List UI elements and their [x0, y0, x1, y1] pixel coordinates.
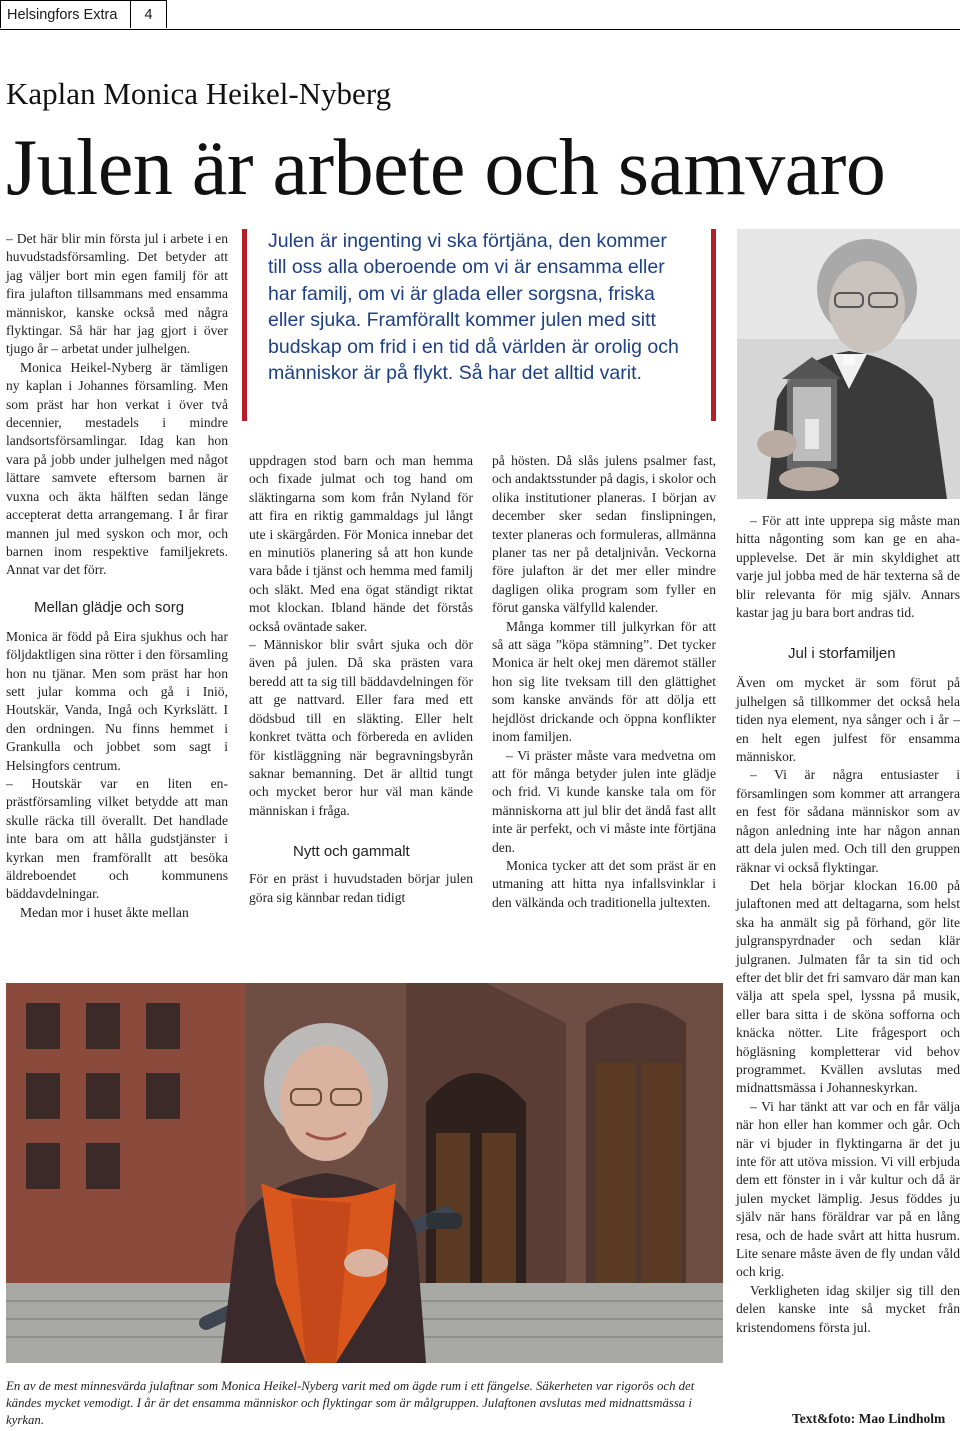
paragraph: – Vi är några entusiaster i församlingen som kommer att arrangera en fest för sådana människor som av någon anledning inte har någon annan att dela julen med. Och till den gruppen räknar vi också flyktingar.: [736, 767, 960, 875]
article-headline: Julen är arbete och samvaro: [6, 124, 886, 212]
paragraph: Även om mycket är som förut på julhelgen så tillkommer det också hela tiden nya element, nya sånger och i år – en helt egen julfest för ensamma människor.: [736, 675, 960, 765]
publication-name: Helsingfors Extra: [0, 0, 131, 28]
text-column-1: [6, 230, 228, 922]
portrait-photo: [737, 229, 960, 499]
paragraph: Monica Heikel-Nyberg är tämligen ny kaplan i Johannes församling. Men som präst har hon verkat i över två decennier, mestadels i mindre landsortsförsamlingar. Idag kan hon vara på jobb under julhelgen med något lättare samvete eftersom barnen är vuxna och äkta hälften sedan länge accepterat detta arrangemang. I år firar mannen jul med syskon och mor, och barnen inom respektive familjekrets. Annat var det förr.: [6, 359, 228, 578]
church-photo: [6, 983, 723, 1363]
paragraph: Många kommer till julkyrkan för att så att säga ”köpa stämning”. Det tycker Monica är helt okej men däremot ställer hon sig lite tveksam till den glättighet som kanske används för att dölja ett hejdlöst drickande och öppna konflikter inom familjen.: [492, 618, 716, 745]
page-number: 4: [131, 0, 167, 28]
paragraph: – Houtskär var en liten en-prästförsamling vilket betydde att man skulle räcka till överallt. Det handlade inte bara om att hålla gudstjänster i kyrkan men framförallt att besöka äldreboendet och kommunens bäddavdelningar.: [6, 775, 228, 902]
text-column-3: [492, 452, 716, 912]
photo-caption: En av de mest minnesvärda julaftnar som Monica Heikel-Nyberg varit med om ägde rum i ett fängelse. Säkerheten var rigorös och det kändes mycket vemodigt. I år är det ensamma människor och flyktingar som är målgruppen. Julaftonen avslutas med midnattsmässa i kyrkan.: [6, 1379, 695, 1427]
quote-bar-left: [242, 229, 247, 421]
subheading: Mellan glädje och sorg: [34, 598, 185, 616]
paragraph: Monica är född på Eira sjukhus och har följdaktligen sina rötter i den församling hon nu tjänar. Men som präst har hon sett jular komma och gå i Iniö, Houtskär, Vanda, Ingå och Kyrkslätt. I den ordningen. Nu finns hemmet i Grankulla och jobbet som sagt i Helsingfors centrum.: [6, 628, 228, 773]
paragraph: För en präst i huvudstaden börjar julen göra sig kännbar redan tidigt: [249, 871, 473, 905]
subheading: Jul i storfamiljen: [788, 645, 896, 663]
paragraph: – Vi präster måste vara medvetna om att för många betyder julen inte glädje och frid. Vi kunde kanske tala om för människorna att jul blir det ändå fast allt inte är perfekt, och vi måste inte förtjäna den.: [492, 747, 716, 855]
paragraph: Medan mor i huset åkte mellan: [20, 904, 189, 920]
pull-quote: Julen är ingenting vi ska förtjäna, den kommer till oss alla oberoende om vi är ensamma eller har familj, om vi är glada eller sorgsna, friska eller sjuka. Framförallt kommer julen med sitt budskap om frid i en tid då världen är orolig och människor är på flykt. Så har det alltid varit.: [268, 230, 679, 385]
text-column-2: [249, 452, 473, 907]
paragraph: – Människor blir svårt sjuka och dör även på julen. Då ska prästen vara beredd att ta sig till bäddavdelningen för att ge nattvard. Eller fara med ett dödsbud till en släkting. Eller helt konkret tvätta och förbereda en avliden för kistläggning när begravningsbyrån saknar bemanning. Det är alltid tungt och mycket beror hur väl man kände människan i fråga.: [249, 637, 473, 818]
article-kicker: Kaplan Monica Heikel-Nyberg: [6, 76, 392, 111]
paragraph: Det hela börjar klockan 16.00 på julaftonen med att deltagarna, som helst ska ha anmält sig på förhand, gör lite julgranspyrdnader och sedan klär julgranen. Julmaten får ta sin tid och efter det blir det fri samvaro där man kan välja att spela spel, lyssna på musik, eller bara sitta i de sköna sofforna och knäcka nötter. Lite frågesport och högläsning kompletterar vid behov programmet. Kvällen avslutas med midnattsmässa i Johanneskyrkan.: [736, 877, 960, 1096]
text-column-4: [736, 512, 960, 1337]
paragraph: Verkligheten idag skiljer sig till den delen kanske inte så mycket från kristendomens första jul.: [736, 1282, 960, 1335]
paragraph: – Det här blir min första jul i arbete i en huvudstadsförsamling. Det betyder att jag väljer bort min egen familj för att fira julafton tillsammans med ensamma människor, kanske också med några flyktingar. Så här har jag gjort i över tjugo år – arbetat under julhelgen.: [6, 231, 228, 357]
header-rule: [0, 29, 960, 30]
byline-credit: Text&foto: Mao Lindholm: [792, 1411, 946, 1426]
paragraph: Monica tycker att det som präst är en utmaning att hitta nya infallsvinklar i den välkända och traditionella jultexten.: [492, 857, 716, 910]
paragraph: på hösten. Då slås julens psalmer fast, och andaktsstunder på dagis, i skolor och olika institutioner planeras. I början av december sker sedan finslipningen, texter planeras och formuleras, allmänna planer tas ner på detaljnivån. Veckorna före julafton är det mer eller mindre dagligen olika program som fyller en förut ganska välfylld kalender.: [492, 453, 716, 616]
paragraph: uppdragen stod barn och man hemma och fixade julmat och tog hand om släktingarna som kom från Nyland för att fira en riktig gammaldags jul långt ute i skärgården. För Monica innebar det en minutiös planering så att hon kunde vara både i tjänst och hemma med familj och släkt. Med ena ögat ständigt riktat mot klockan. Ibland hände det förstås också oväntade saker.: [249, 453, 473, 634]
paragraph: – För att inte upprepa sig måste man hitta någonting som kan ge en aha-upplevelse. Det är min skyldighet att varje jul jobba med de här texterna så de blir relevanta för mig själv. Annars kastar jag ju bara bort andras tid.: [736, 513, 960, 621]
paragraph: – Vi har tänkt att var och en får välja när hon eller han kommer och går. Och när vi bjuder in flyktingarna är det ju inte för att utöva mission. Vi vill erbjuda dem ett fönster in i vår kultur och då är julen mycket lämplig. Jesus föddes ju själv när hans föräldrar var på en lång resa, och de hade svårt att hitta husrum. Lite senare måste även de fly undan våld och krig.: [736, 1098, 960, 1280]
subheading: Nytt och gammalt: [293, 843, 410, 861]
quote-bar-right: [711, 229, 716, 421]
